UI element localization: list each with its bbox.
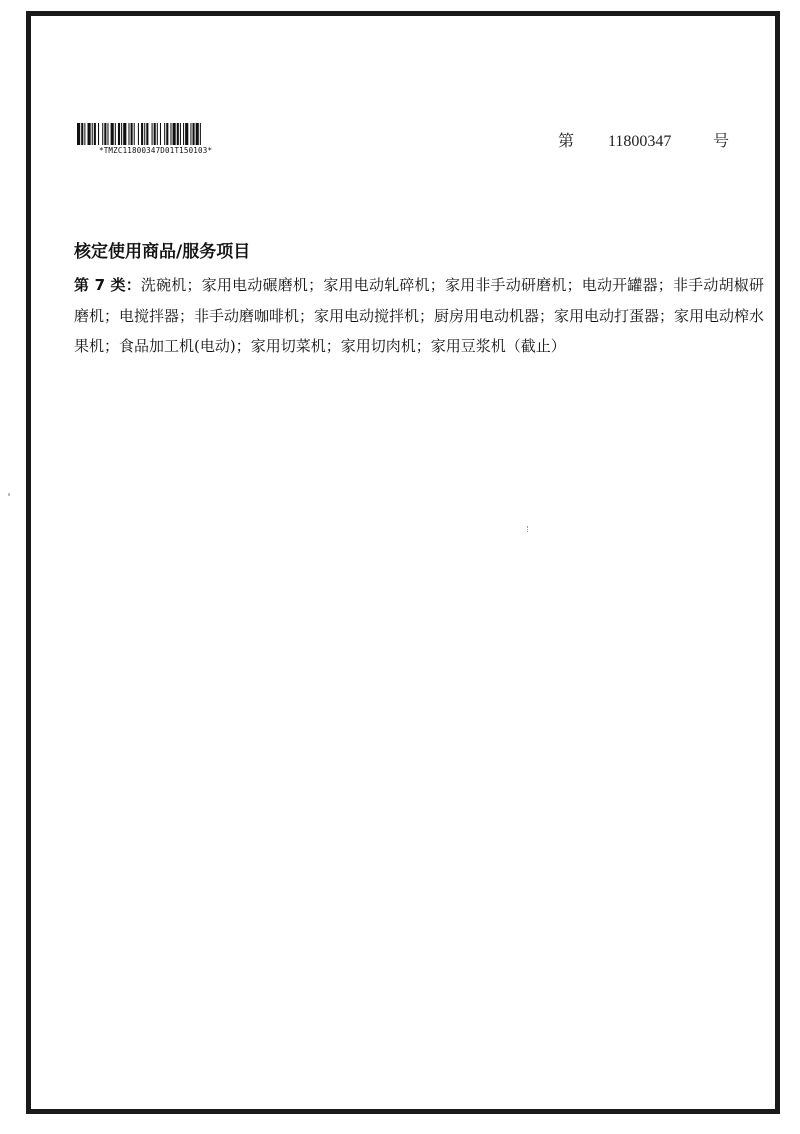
registration-value: 11800347 bbox=[608, 133, 672, 150]
page-border bbox=[26, 11, 780, 1114]
registration-prefix: 第 bbox=[558, 131, 575, 150]
barcode-text: *TMZC11800347D01T150103* bbox=[99, 146, 213, 155]
scan-speck bbox=[8, 493, 10, 496]
scan-speck bbox=[527, 526, 530, 532]
registration-suffix: 号 bbox=[713, 131, 730, 150]
barcode-icon bbox=[77, 123, 273, 145]
barcode bbox=[77, 123, 273, 155]
goods-list bbox=[74, 270, 764, 362]
goods-class-label: 第 7 类： bbox=[74, 276, 141, 294]
section-title: 核定使用商品/服务项目 bbox=[74, 242, 251, 262]
goods-items: 洗碗机；家用电动碾磨机；家用电动轧碎机；家用非手动研磨机；电动开罐器；非手动胡椒研磨机；电搅拌器；非手动磨咖啡机；家用电动搅拌机；厨房用电动机器；家用电动打蛋器；家用电动榨水果机；食品加工机(电动)；家用切菜机；家用切肉机；家用豆浆机（截止） bbox=[74, 276, 765, 355]
registration-number bbox=[558, 128, 729, 151]
